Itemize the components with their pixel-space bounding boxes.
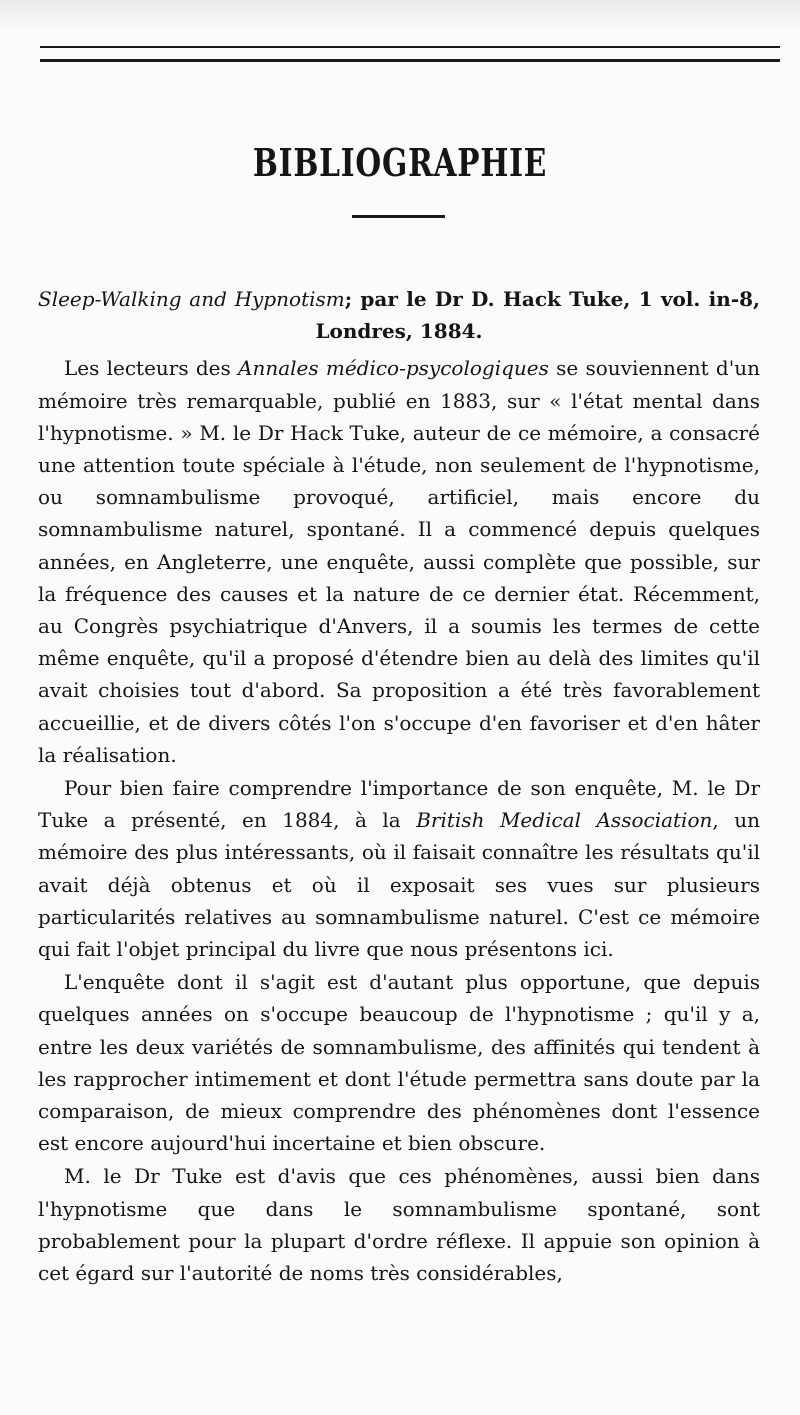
- paragraph-text: M. le Dr Tuke est d'avis que ces phénomènes, aussi bien dans l'hypnotisme que dans le somnambulisme spontané, sont probablement pour la plupart d'ordre réflexe. Il appuie son opinion à cet égard sur l'autorité de noms très considérables,: [38, 1164, 760, 1286]
- journal-title: Annales médico-psycologiques: [238, 356, 549, 381]
- paragraph-1: [38, 352, 760, 771]
- page-top-shadow: [0, 0, 800, 30]
- header-rule-thin: [40, 46, 780, 48]
- paragraph-text: Pour bien faire comprendre l'importance de son enquête, M. le Dr Tuke a présenté, en 1884, à la: [38, 776, 760, 833]
- book-reference: [38, 283, 760, 347]
- paragraph-text: se souviennent d'un mémoire très remarquable, publié en 1883, sur « l'état mental dans l'hypnotisme. » M. le Dr Hack Tuke, auteur de ce mémoire, a consacré une attention toute spéciale à l'étude, non seulement de l'hypnotisme, ou somnambulisme provoqué, artificiel, mais encore du somnambulisme naturel, spontané. Il a commencé depuis quelques années, en Angleterre, une enquête, aussi complète que possible, sur la fréquence des causes et la nature de ce dernier état. Récemment, au Congrès psychiatrique d'Anvers, il a soumis les termes de cette même enquête, qu'il a proposé d'étendre bien au delà des limites qu'il avait choisies tout d'abord. Sa proposition a été très favorablement accueillie, et de divers côtés l'on s'occupe d'en favoriser et d'en hâter la réalisation.: [38, 356, 760, 767]
- book-details: ; par le Dr D. Hack Tuke, 1 vol. in-8, Londres, 1884.: [315, 287, 760, 344]
- paragraph-3: [38, 966, 760, 1159]
- paragraph-text: L'enquête dont il s'agit est d'autant plus opportune, que depuis quelques années on s'occupe beaucoup de l'hypnotisme ; qu'il y a, entre les deux variétés de somnambulisme, des affinités qui tendent à les rapprocher intimement et dont l'étude permettra sans doute par la comparaison, de mieux comprendre des phénomènes dont l'essence est encore aujourd'hui incertaine et bien obscure.: [38, 970, 760, 1156]
- paragraph-2: [38, 772, 760, 965]
- paragraph-text: Les lecteurs des: [64, 356, 238, 381]
- book-title: Sleep-Walking and Hypnotism: [38, 287, 345, 311]
- paragraph-text: , un mémoire des plus intéressants, où il faisait connaître les résultats qu'il avait déjà obtenus et où il exposait ses vues sur plusieurs particularités relatives au somnambulisme naturel. C'est ce mémoire qui fait l'objet principal du livre que nous présentons ici.: [38, 808, 760, 962]
- title-underline-rule: [352, 215, 445, 218]
- section-title: BIBLIOGRAPHIE: [252, 140, 548, 185]
- association-name: British Medical Association: [416, 808, 713, 833]
- header-rule-thick: [40, 59, 780, 62]
- body-text: [38, 283, 760, 1290]
- paragraph-4: [38, 1160, 760, 1289]
